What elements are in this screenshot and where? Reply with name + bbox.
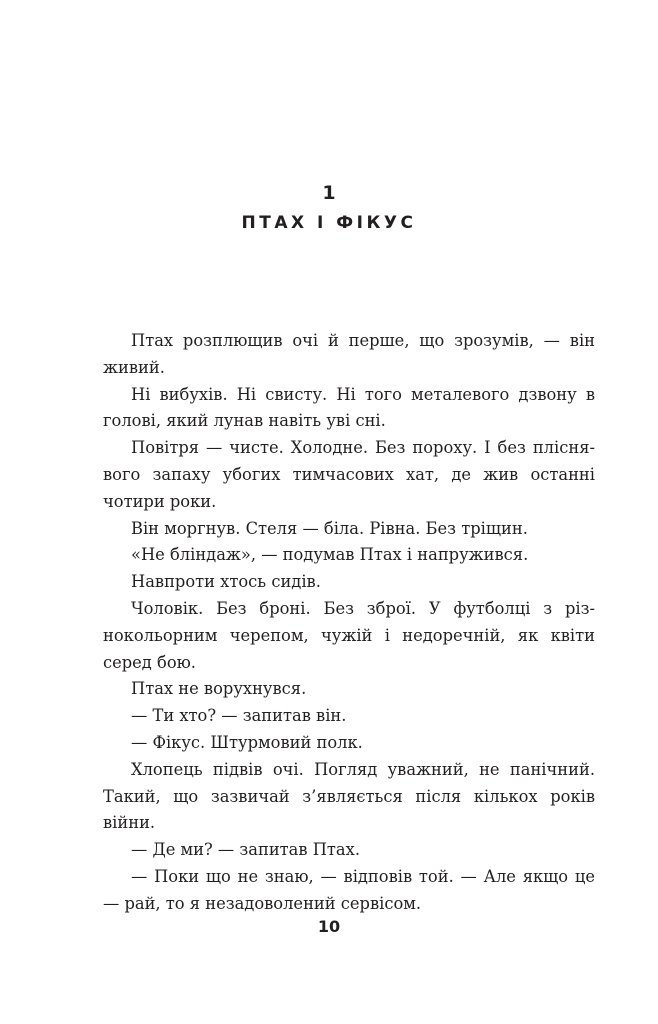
paragraph: — Де ми? — запитав Птах. — [131, 840, 360, 860]
paragraph: Ні вибухів. Ні свисту. Ні того металевого дзвону в голові, який лунав навіть уві сні. — [103, 384, 595, 431]
page-number: 10 — [317, 917, 341, 936]
chapter-number: 1 — [322, 182, 336, 204]
paragraph: — Фікус. Штурмовий полк. — [131, 732, 363, 752]
paragraph: Птах розплющив очі й перше, що зрозумів, — він живий. — [103, 331, 595, 377]
chapter-body — [103, 328, 595, 918]
paragraph: — Поки що не знаю, — відповів той. — Але якщо це — рай, то я незадоволений сервісом. — [103, 866, 595, 913]
paragraph: Чоловік. Без броні. Без зброї. У футболці з різнокольорним черепом, чужій і недоречній, як квіти серед бою. — [103, 598, 595, 672]
paragraph: «Не бліндаж», — подумав Птах і напружився. — [131, 545, 529, 565]
paragraph: Він моргнув. Стеля — біла. Рівна. Без тріщин. — [131, 518, 528, 538]
chapter-title: ПТАХ І ФІКУС — [241, 213, 417, 233]
paragraph: Навпроти хтось сидів. — [131, 572, 321, 592]
paragraph: Птах не ворухнувся. — [131, 679, 307, 699]
paragraph: — Ти хто? — запитав він. — [131, 706, 347, 726]
paragraph: Повітря — чисте. Холодне. Без пороху. І без пліснявого запаху убогих тимчасових хат, де жив останні чотири роки. — [103, 438, 595, 511]
paragraph: Хлопець підвів очі. Погляд уважний, не панічний. Такий, що зазвичай з’являється після кількох років війни. — [103, 759, 595, 833]
